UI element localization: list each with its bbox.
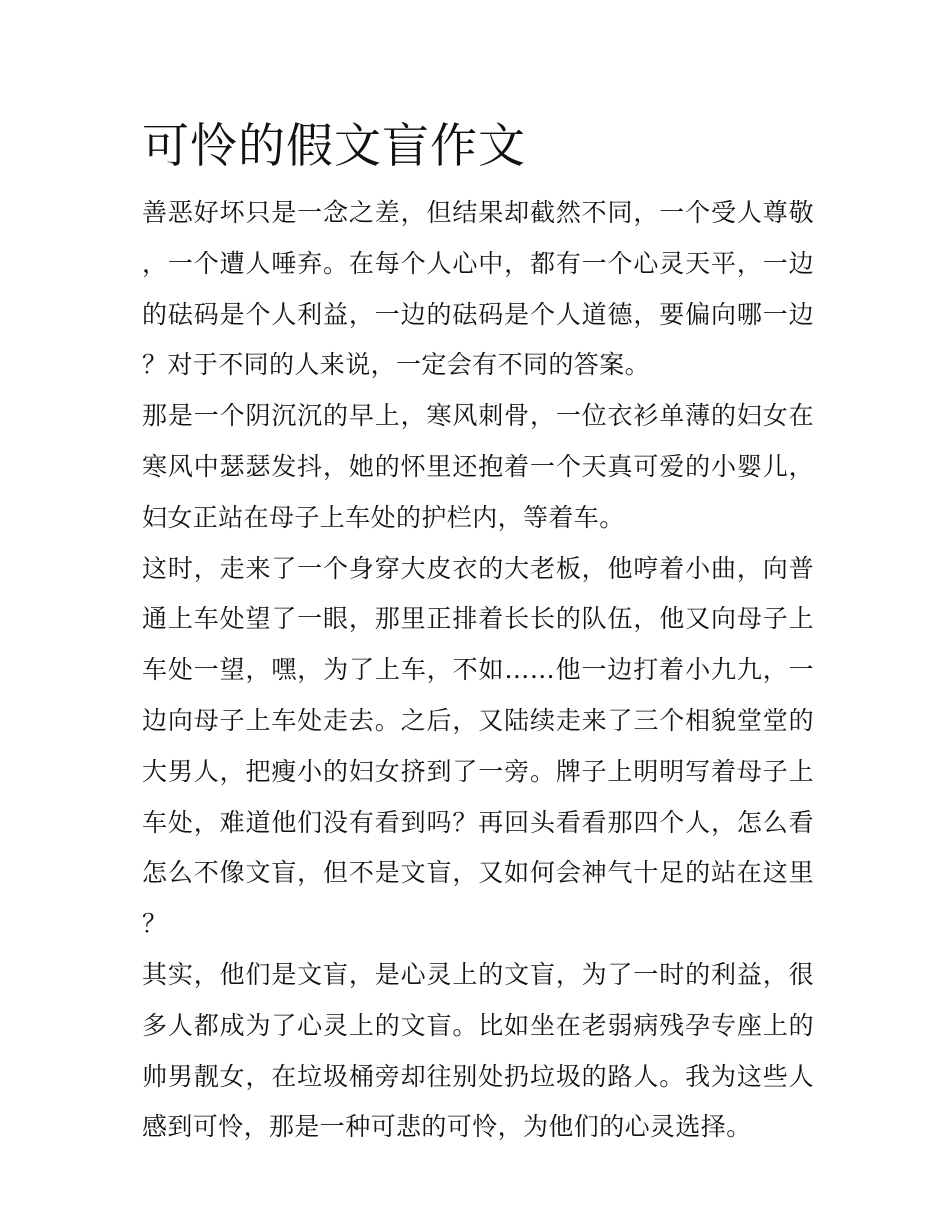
paragraph-2: 那是一个阴沉沉的早上，寒风刺骨，一位衣衫单薄的妇女在寒风中瑟瑟发抖，她的怀里还抱着一个天真可爱的小婴儿，妇女正站在母子上车处的护栏内，等着车。 (142, 401, 814, 532)
paragraph-1: 善恶好坏只是一念之差，但结果却截然不同，一个受人尊敬，一个遭人唾弃。在每个人心中，都有一个心灵天平，一边的砝码是个人利益，一边的砝码是个人道德，要偏向哪一边？对于不同的人来说，一定会有不同的答案。 (142, 198, 814, 380)
document-title: 可怜的假文盲作文 (142, 119, 526, 174)
paragraph-3: 这时，走来了一个身穿大皮衣的大老板，他哼着小曲，向普通上车处望了一眼，那里正排着长长的队伍，他又向母子上车处一望，嘿，为了上车，不如……他一边打着小九九，一边向母子上车处走去。之后，又陆续走来了三个相貌堂堂的大男人，把瘦小的妇女挤到了一旁。牌子上明明写着母子上车处，难道他们没有看到吗？再回头看看那四个人，怎么看怎么不像文盲，但不是文盲，又如何会神气十足的站在这里？ (142, 553, 814, 939)
paragraph-4: 其实，他们是文盲，是心灵上的文盲，为了一时的利益，很多人都成为了心灵上的文盲。比如坐在老弱病残孕专座上的帅男靓女，在垃圾桶旁却往别处扔垃圾的路人。我为这些人感到可怜，那是一种可悲的可怜，为他们的心灵选择。 (142, 959, 814, 1142)
document-body (142, 112, 814, 1153)
